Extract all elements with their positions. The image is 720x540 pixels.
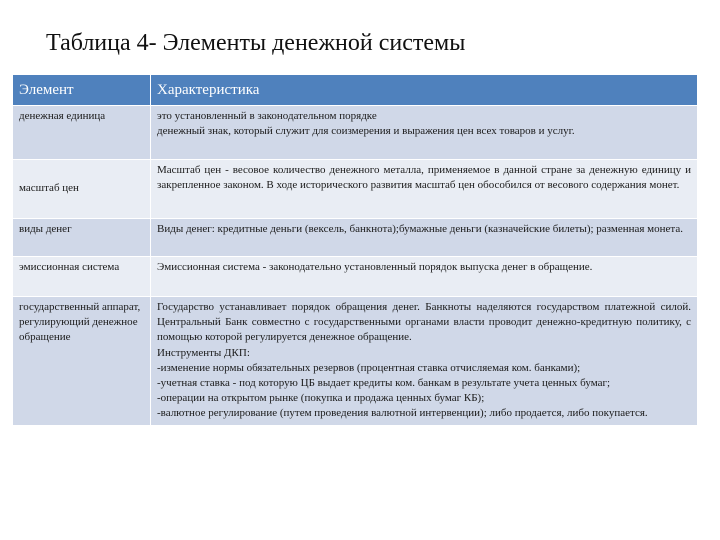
row-element-cell: денежная единица	[13, 106, 151, 160]
page-title: Таблица 4- Элементы денежной системы	[46, 30, 466, 56]
description-line: Инструменты ДКП:	[157, 346, 250, 359]
row-description-cell	[151, 297, 698, 426]
table-header-row	[13, 75, 698, 106]
description-line: Эмиссионная система - законодательно установленный порядок выпуска денег в обращение.	[157, 261, 593, 273]
description-line: Государство устанавливает порядок обращения денег. Банкноты наделяются государством платежной силой. Центральный Банк совместно с государственными органами власти проводит денежно-кредитную политику, с помощью которой регулируется денежное обращение.	[157, 301, 691, 344]
row-description-cell	[151, 106, 698, 160]
row-element-cell: масштаб цен	[13, 160, 151, 219]
table-row	[13, 257, 698, 297]
table-row	[13, 219, 698, 257]
description-line: Масштаб цен - весовое количество денежного металла, применяемое в данной стране за денежную единицу и закрепленное законом. В ходе исторического развития масштаб цен обособился от весового содержания монет.	[157, 164, 691, 192]
description-line: Виды денег: кредитные деньги (вексель, банкнота);бумажные деньги (казначейские билеты); разменная монета.	[157, 223, 683, 235]
table-row	[13, 297, 698, 426]
header-element: Элемент	[13, 75, 151, 106]
money-system-table	[12, 74, 698, 426]
table-row	[13, 160, 698, 219]
row-description-cell	[151, 160, 698, 219]
row-element-cell: эмиссионная система	[13, 257, 151, 297]
description-line: это установленный в законодательном порядке	[157, 110, 377, 122]
row-description-cell	[151, 219, 698, 257]
description-line: -изменение нормы обязательных резервов (процентная ставка отчисляемая ком. банками);	[157, 361, 581, 374]
description-line: -операции на открытом рынке (покупка и продажа ценных бумаг КБ);	[157, 392, 485, 405]
table-row	[13, 106, 698, 160]
row-element-cell: государственный аппарат, регулирующий денежное обращение	[13, 297, 151, 426]
description-line: -валютное регулирование (путем проведения валютной интервенции); либо продается, либо покупается.	[157, 407, 648, 420]
row-element-cell: виды денег	[13, 219, 151, 257]
row-description-cell	[151, 257, 698, 297]
description-line: -учетная ставка - под которую ЦБ выдает кредиты ком. банкам в результате учета ценных бумаг;	[157, 377, 611, 390]
header-characteristic: Характеристика	[151, 75, 698, 106]
description-line: денежный знак, который служит для соизмерения и выражения цен всех товаров и услуг.	[157, 125, 575, 138]
